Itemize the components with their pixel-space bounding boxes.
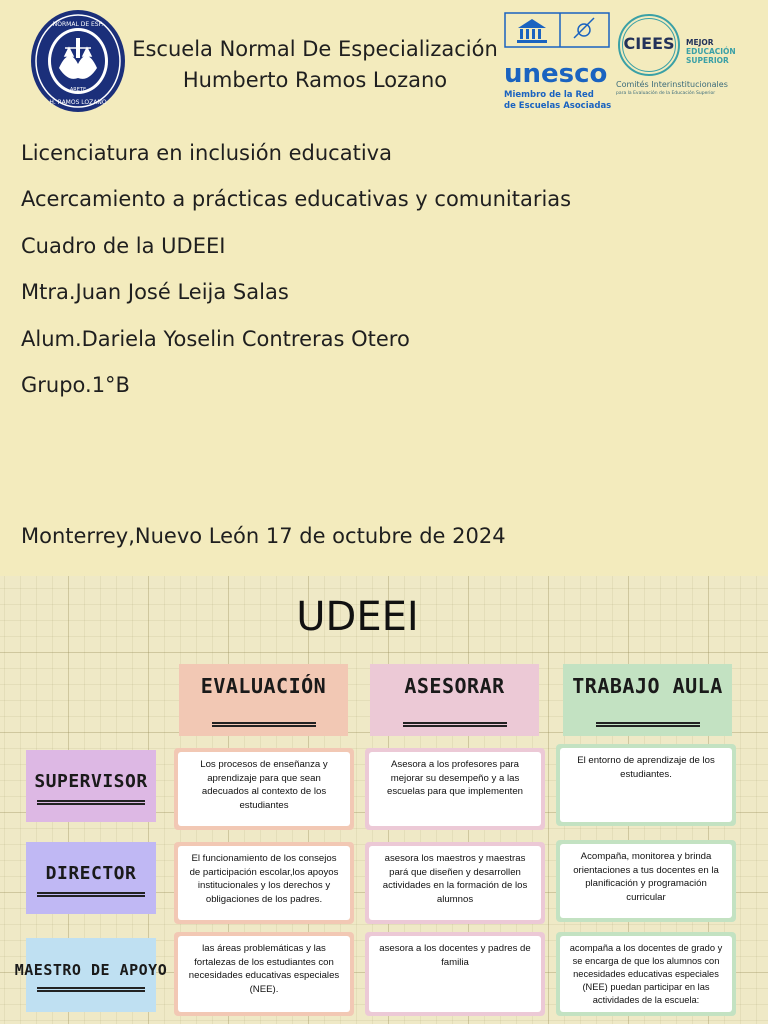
cell-director-evaluacion [174,842,354,924]
column-header-label: EVALUACIÓN [200,674,327,698]
row-underline [37,987,145,989]
row-label-maestro-de-apoyo [14,938,168,1012]
cell-supervisor-trabajo-aula [556,744,736,826]
cell-text: las áreas problemáticas y las fortalezas de los estudiantes con necesidades educativas especiales (NEE). [178,936,350,1012]
cell-maestro-asesorar [365,932,545,1016]
school-name [132,34,498,96]
degree-text: Licenciatura en inclusión educativa [21,141,392,165]
column-header-asesorar [370,664,539,736]
group-text: Grupo.1°B [21,373,130,397]
svg-text:H. RAMOS LOZANO: H. RAMOS LOZANO [49,99,107,106]
ciees-tag-2: EDUCACIÓN [686,47,736,56]
row-label-supervisor [26,750,156,822]
header-underline [596,722,700,724]
cell-text: Los procesos de enseñanza y aprendizaje para que sean adecuados al contexto de los estudiantes [178,752,350,826]
unesco-logo [504,12,612,111]
teacher-text: Mtra.Juan José Leija Salas [21,280,289,304]
cell-maestro-evaluacion [174,932,354,1016]
cell-director-trabajo-aula [556,840,736,922]
ciees-subtitle-1: Comités Interinstitucionales [616,80,728,89]
row-underline [37,892,145,894]
ciees-tag-1: MEJOR [686,38,714,47]
row-label-text: SUPERVISOR [34,770,148,792]
cell-text: asesora los maestros y maestras pará que diseñen y desarrollen actividades en la formación de los alumnos [369,846,541,920]
header-underline [403,722,507,724]
column-header-evaluacion [179,664,348,736]
document-title: Cuadro de la UDEEI [21,234,226,258]
cell-text: El entorno de aprendizaje de los estudiantes. [560,748,732,822]
school-seal-logo [29,8,127,114]
row-underline [37,800,145,802]
cell-supervisor-evaluacion [174,748,354,830]
ciees-tag-3: SUPERIOR [686,56,729,65]
cell-director-asesorar [365,842,545,924]
row-label-text: MAESTRO DE APOYO [14,961,168,979]
cell-text: Asesora a los profesores para mejorar su desempeño y a las escuelas para que implementen [369,752,541,826]
cell-maestro-trabajo-aula [556,932,736,1016]
column-header-label: TRABAJO AULA [572,674,723,698]
cell-text: acompaña a los docentes de grado y se encarga de que los alumnos con necesidades educativas especiales (NEE) puedan participar en las actividades de la escuela: [560,936,732,1012]
ciees-subtitle-2: para la Evaluación de la Educación Superior [616,91,716,96]
unesco-subtitle-1: Miembro de la Red [504,90,594,100]
course-text: Acercamiento a prácticas educativas y comunitarias [21,187,572,211]
svg-text:NORMAL DE ESP.: NORMAL DE ESP. [52,21,104,28]
cell-supervisor-asesorar [365,748,545,830]
unesco-wordmark: unesco [504,59,608,89]
cell-text: El funcionamiento de los consejos de participación escolar,los apoyos institucionales y los derechos y obligaciones de los padres. [178,846,350,920]
unesco-temple-icon [504,12,612,60]
school-name-line1: Escuela Normal De Especialización [132,37,498,61]
row-label-director [26,842,156,914]
ciees-logo [616,14,742,98]
row-label-text: DIRECTOR [45,862,137,884]
column-header-trabajo-aula [563,664,732,736]
cell-text: Acompaña, monitorea y brinda orientaciones a tus docentes en la planificación y programación curricular [560,844,732,918]
school-name-line2: Humberto Ramos Lozano [182,68,448,92]
udeei-table-section [0,576,768,1024]
unesco-subtitle-2: de Escuelas Asociadas [504,101,612,111]
ciees-wordmark: CIEES [623,34,675,53]
column-header-label: ASESORAR [404,674,505,698]
table-title: UDEEI [296,594,419,640]
place-date-text: Monterrey,Nuevo León 17 de octubre de 2024 [21,524,506,548]
student-text: Alum.Dariela Yoselin Contreras Otero [21,327,410,351]
svg-text:ARETE: ARETE [69,87,87,93]
cell-text: asesora a los docentes y padres de familia [369,936,541,1012]
header-underline [212,722,316,724]
